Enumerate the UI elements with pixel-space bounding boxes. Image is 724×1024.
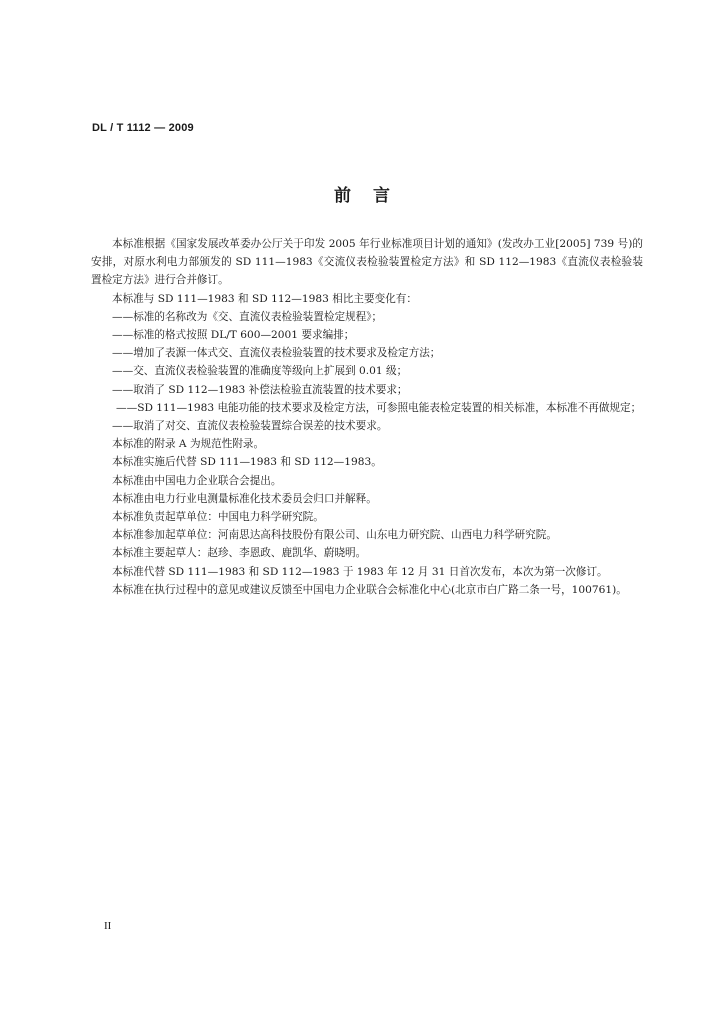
change-item: ——交、直流仪表检验装置的准确度等级向上扩展到 0.01 级； [112, 365, 408, 378]
change-item: ——标准的格式按照 DL/T 600—2001 要求编排； [112, 329, 355, 342]
preface-paragraph: 本标准由电力行业电测量标准化技术委员会归口并解释。 [112, 492, 377, 505]
preface-paragraph: 本标准实施后代替 SD 111—1983 和 SD 112—1983。 [112, 456, 382, 469]
preface-paragraph: 本标准在执行过程中的意见或建议反馈至中国电力企业联合会标准化中心(北京市白广路二条一号，100761)。 [112, 583, 627, 596]
preface-paragraph: 本标准参加起草单位：河南思达高科技股份有限公司、山东电力研究院、山西电力科学研究院。 [112, 529, 557, 542]
document-code-header: DL / T 1112 — 2009 [92, 122, 194, 134]
preface-paragraph: 本标准代替 SD 111—1983 和 SD 112—1983 于 1983 年 12 月 31 日首次发布，本次为第一次修订。 [112, 565, 608, 578]
preface-paragraph: 本标准与 SD 111—1983 和 SD 112—1983 相比主要变化有： [112, 292, 417, 305]
change-item: ——增加了表源一体式交、直流仪表检验装置的技术要求及检定方法； [112, 347, 441, 360]
preface-paragraph: 本标准由中国电力企业联合会提出。 [112, 474, 282, 487]
section-title: 前言 [334, 186, 412, 206]
preface-body [91, 235, 643, 599]
page-number: II [104, 920, 112, 932]
change-item: ——取消了对交、直流仪表检验装置综合误差的技术要求。 [112, 420, 388, 433]
preface-paragraph: 本标准的附录 A 为规范性附录。 [112, 438, 265, 451]
preface-paragraph: 本标准根据《国家发展改革委办公厅关于印发 2005 年行业标准项目计划的通知》(发改办工业[2005] 739 号)的安排，对原水利电力部颁发的 SD 111—1983《交流仪表检验装置检定方法》和 SD 112—1983《直流仪表检验装置检定方法》进行合并修订。 [91, 238, 643, 287]
change-item: ——SD 111—1983 电能功能的技术要求及检定方法，可参照电能表检定装置的相关标准，本标准不再做规定； [116, 401, 642, 414]
preface-paragraph: 本标准主要起草人：赵珍、李恩政、鹿凯华、蔚晓明。 [112, 547, 367, 560]
change-item: ——标准的名称改为《交、直流仪表检验装置检定规程》； [112, 310, 383, 323]
change-item: ——取消了 SD 112—1983 补偿法检验直流装置的技术要求； [112, 383, 408, 396]
preface-paragraph: 本标准负责起草单位：中国电力科学研究院。 [112, 511, 324, 524]
